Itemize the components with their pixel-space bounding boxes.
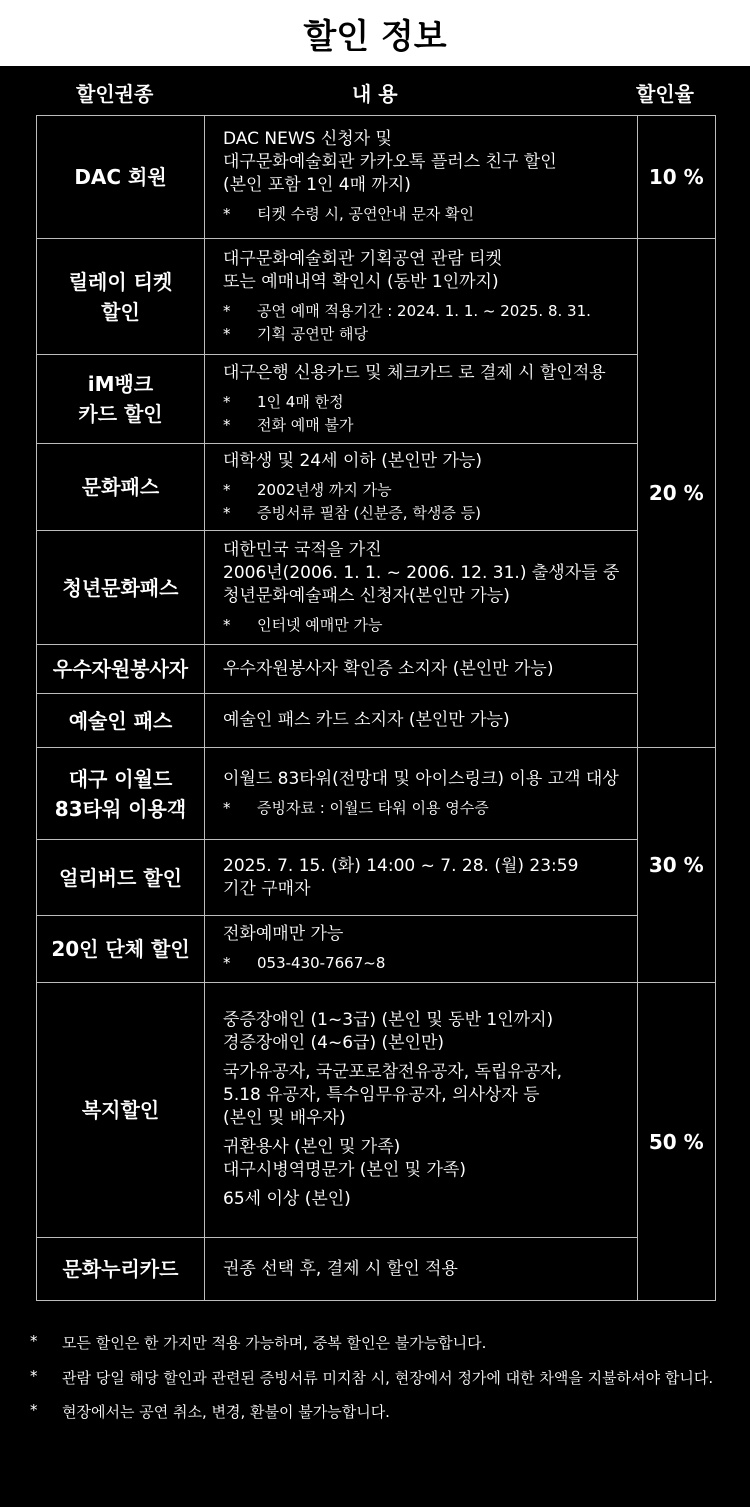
content-note	[223, 300, 637, 323]
content-line: DAC NEWS 신청자 및	[223, 129, 392, 149]
discount-type-cell	[37, 916, 205, 983]
content-line: 2006년(2006. 1. 1. ~ 2006. 12. 31.) 출생자들 중	[223, 562, 620, 583]
content-line: 대구은행 신용카드 및 체크카드 로 결제 시 할인적용	[223, 362, 606, 383]
discount-type-label: 우수자원봉사자	[52, 657, 189, 681]
discount-rate-cell: 10 %	[637, 116, 716, 239]
content-line: 대구문화예술회관 카카오톡 플러스 친구 할인	[223, 152, 557, 172]
content-note	[223, 479, 637, 502]
note-marker: *	[223, 301, 231, 320]
content-line: 2025. 7. 15. (화) 14:00 ~ 7. 28. (월) 23:59	[223, 855, 579, 876]
table-row	[37, 916, 716, 983]
footnote-text: 관람 당일 해당 할인과 관련된 증빙서류 미지참 시, 현장에서 정가에 대한 차액을 지불하셔야 합니다.	[62, 1369, 714, 1387]
note-text: 공연 예매 적용기간 : 2024. 1. 1. ~ 2025. 8. 31.	[257, 301, 591, 320]
discount-content-cell	[205, 444, 638, 531]
discount-content-cell	[205, 116, 638, 239]
discount-type-cell	[37, 840, 205, 916]
content-line: (본인 및 배우자)	[223, 1108, 346, 1128]
header-discount-rate: 할인율	[636, 82, 694, 106]
content-note	[223, 614, 637, 637]
discount-content-cell	[205, 1238, 638, 1301]
discount-type-cell	[37, 355, 205, 444]
table-row	[37, 239, 716, 355]
content-note	[223, 414, 637, 437]
content-line: 권종 선택 후, 결제 시 할인 적용	[223, 1258, 458, 1279]
note-marker: *	[223, 324, 231, 343]
note-text: 증빙자료 : 이월드 타워 이용 영수증	[257, 798, 489, 817]
discount-type-label: DAC 회원	[74, 165, 167, 189]
content-line: 5.18 유공자, 특수임무유공자, 의사상자 등	[223, 1085, 540, 1105]
content-line: 기간 구매자	[223, 878, 311, 899]
content-line: 대구문화예술회관 기획공연 관람 티켓	[223, 248, 502, 269]
discount-type-cell	[37, 444, 205, 531]
table-row	[37, 531, 716, 645]
discount-type-label: 청년문화패스	[62, 575, 179, 600]
note-text: 기획 공연만 해당	[257, 324, 368, 343]
discount-rate-cell: 30 %	[637, 748, 716, 983]
discount-content-cell	[205, 748, 638, 840]
footnote-text: 모든 할인은 한 가지만 적용 가능하며, 중복 할인은 불가능합니다.	[62, 1334, 487, 1352]
header-discount-type: 할인권종	[76, 82, 154, 106]
discount-rate-cell: 20 %	[637, 239, 716, 748]
content-line: 예술인 패스 카드 소지자 (본인만 가능)	[223, 710, 510, 730]
discount-type-cell	[37, 645, 205, 694]
content-line: 65세 이상 (본인)	[223, 1189, 351, 1209]
content-line: 국가유공자, 국군포로참전유공자, 독립유공자,	[223, 1062, 563, 1082]
discount-rate-cell: 50 %	[637, 983, 716, 1301]
discount-type-label: 얼리버드 할인	[59, 865, 182, 890]
content-line: 중증장애인 (1~3급) (본인 및 동반 1인까지)	[223, 1010, 554, 1030]
note-marker: *	[223, 503, 231, 522]
discount-content-cell	[205, 694, 638, 748]
table-row	[37, 983, 716, 1238]
footnote-marker: *	[30, 1401, 38, 1419]
discount-type-label: 카드 할인	[78, 402, 163, 426]
content-line: 청년문화예술패스 신청자(본인만 가능)	[223, 585, 510, 606]
discount-type-label: iM뱅크	[87, 372, 154, 396]
discount-type-cell	[37, 116, 205, 239]
content-line: 대한민국 국적을 가진	[223, 539, 382, 560]
discount-type-cell	[37, 983, 205, 1238]
content-line: 우수자원봉사자 확인증 소지자 (본인만 가능)	[223, 658, 554, 679]
content-line: 귀환용사 (본인 및 가족)	[223, 1137, 401, 1157]
note-text: 1인 4매 한정	[257, 392, 344, 411]
discount-type-label: 복지할인	[81, 1098, 160, 1122]
content-note	[223, 797, 637, 820]
footnote-marker: *	[30, 1367, 38, 1385]
content-line: 이월드 83타워(전망대 및 아이스링크) 이용 고객 대상	[223, 768, 619, 789]
content-group	[223, 1136, 637, 1182]
content-note	[223, 203, 637, 226]
note-text: 증빙서류 필참 (신분증, 학생증 등)	[257, 503, 481, 522]
table-row	[37, 444, 716, 531]
table-row	[37, 840, 716, 916]
note-marker: *	[223, 615, 231, 634]
note-marker: *	[223, 415, 231, 434]
header-content: 내 용	[352, 82, 398, 106]
discount-table	[36, 115, 716, 1301]
table-row	[37, 355, 716, 444]
table-row	[37, 694, 716, 748]
content-line: 전화예매만 가능	[223, 924, 344, 944]
discount-content-cell	[205, 645, 638, 694]
discount-content-cell	[205, 531, 638, 645]
table-row	[37, 748, 716, 840]
discount-type-label: 83타워 이용객	[54, 796, 187, 821]
content-line: 대구시병역명문가 (본인 및 가족)	[223, 1160, 466, 1180]
note-text: 053-430-7667~8	[257, 954, 386, 972]
note-marker: *	[223, 205, 231, 223]
content-group	[223, 1188, 637, 1211]
content-note	[223, 323, 637, 346]
discount-type-label: 문화누리카드	[62, 1257, 179, 1281]
discount-type-cell	[37, 239, 205, 355]
discount-type-label: 문화패스	[81, 475, 160, 499]
note-marker: *	[223, 392, 231, 411]
discount-type-cell	[37, 748, 205, 840]
discount-content-cell	[205, 840, 638, 916]
content-line: 경증장애인 (4~6급) (본인만)	[223, 1033, 445, 1053]
discount-content-cell	[205, 916, 638, 983]
discount-content-cell	[205, 239, 638, 355]
note-marker: *	[223, 480, 231, 499]
discount-type-label: 대구 이월드	[68, 766, 173, 791]
discount-type-label: 예술인 패스	[68, 708, 173, 733]
content-group	[223, 1061, 637, 1130]
note-text: 티켓 수령 시, 공연안내 문자 확인	[257, 205, 474, 223]
note-text: 전화 예매 불가	[257, 415, 354, 434]
discount-type-label: 릴레이 티켓	[68, 269, 173, 294]
content-line: 또는 예매내역 확인시 (동반 1인까지)	[223, 271, 499, 292]
discount-type-cell	[37, 694, 205, 748]
content-line: (본인 포함 1인 4매 까지)	[223, 175, 411, 195]
content-note	[223, 952, 637, 975]
discount-type-cell	[37, 1238, 205, 1301]
note-text: 인터넷 예매만 가능	[257, 615, 383, 634]
note-marker: *	[223, 798, 231, 817]
discount-content-cell	[205, 355, 638, 444]
footnote-text: 현장에서는 공연 취소, 변경, 환불이 불가능합니다.	[62, 1403, 390, 1421]
table-row	[37, 116, 716, 239]
note-text: 2002년생 까지 가능	[257, 480, 392, 499]
discount-type-label: 할인	[101, 299, 140, 324]
page-title: 할인 정보	[0, 0, 750, 66]
content-note	[223, 502, 637, 525]
table-row	[37, 645, 716, 694]
discount-content-cell	[205, 983, 638, 1238]
content-group	[223, 1009, 637, 1055]
discount-type-cell	[37, 531, 205, 645]
table-row	[37, 1238, 716, 1301]
discount-type-label: 20인 단체 할인	[51, 937, 190, 961]
footnote-marker: *	[30, 1332, 38, 1350]
content-line: 대학생 및 24세 이하 (본인만 가능)	[223, 450, 482, 471]
note-marker: *	[223, 954, 231, 972]
content-note	[223, 391, 637, 414]
